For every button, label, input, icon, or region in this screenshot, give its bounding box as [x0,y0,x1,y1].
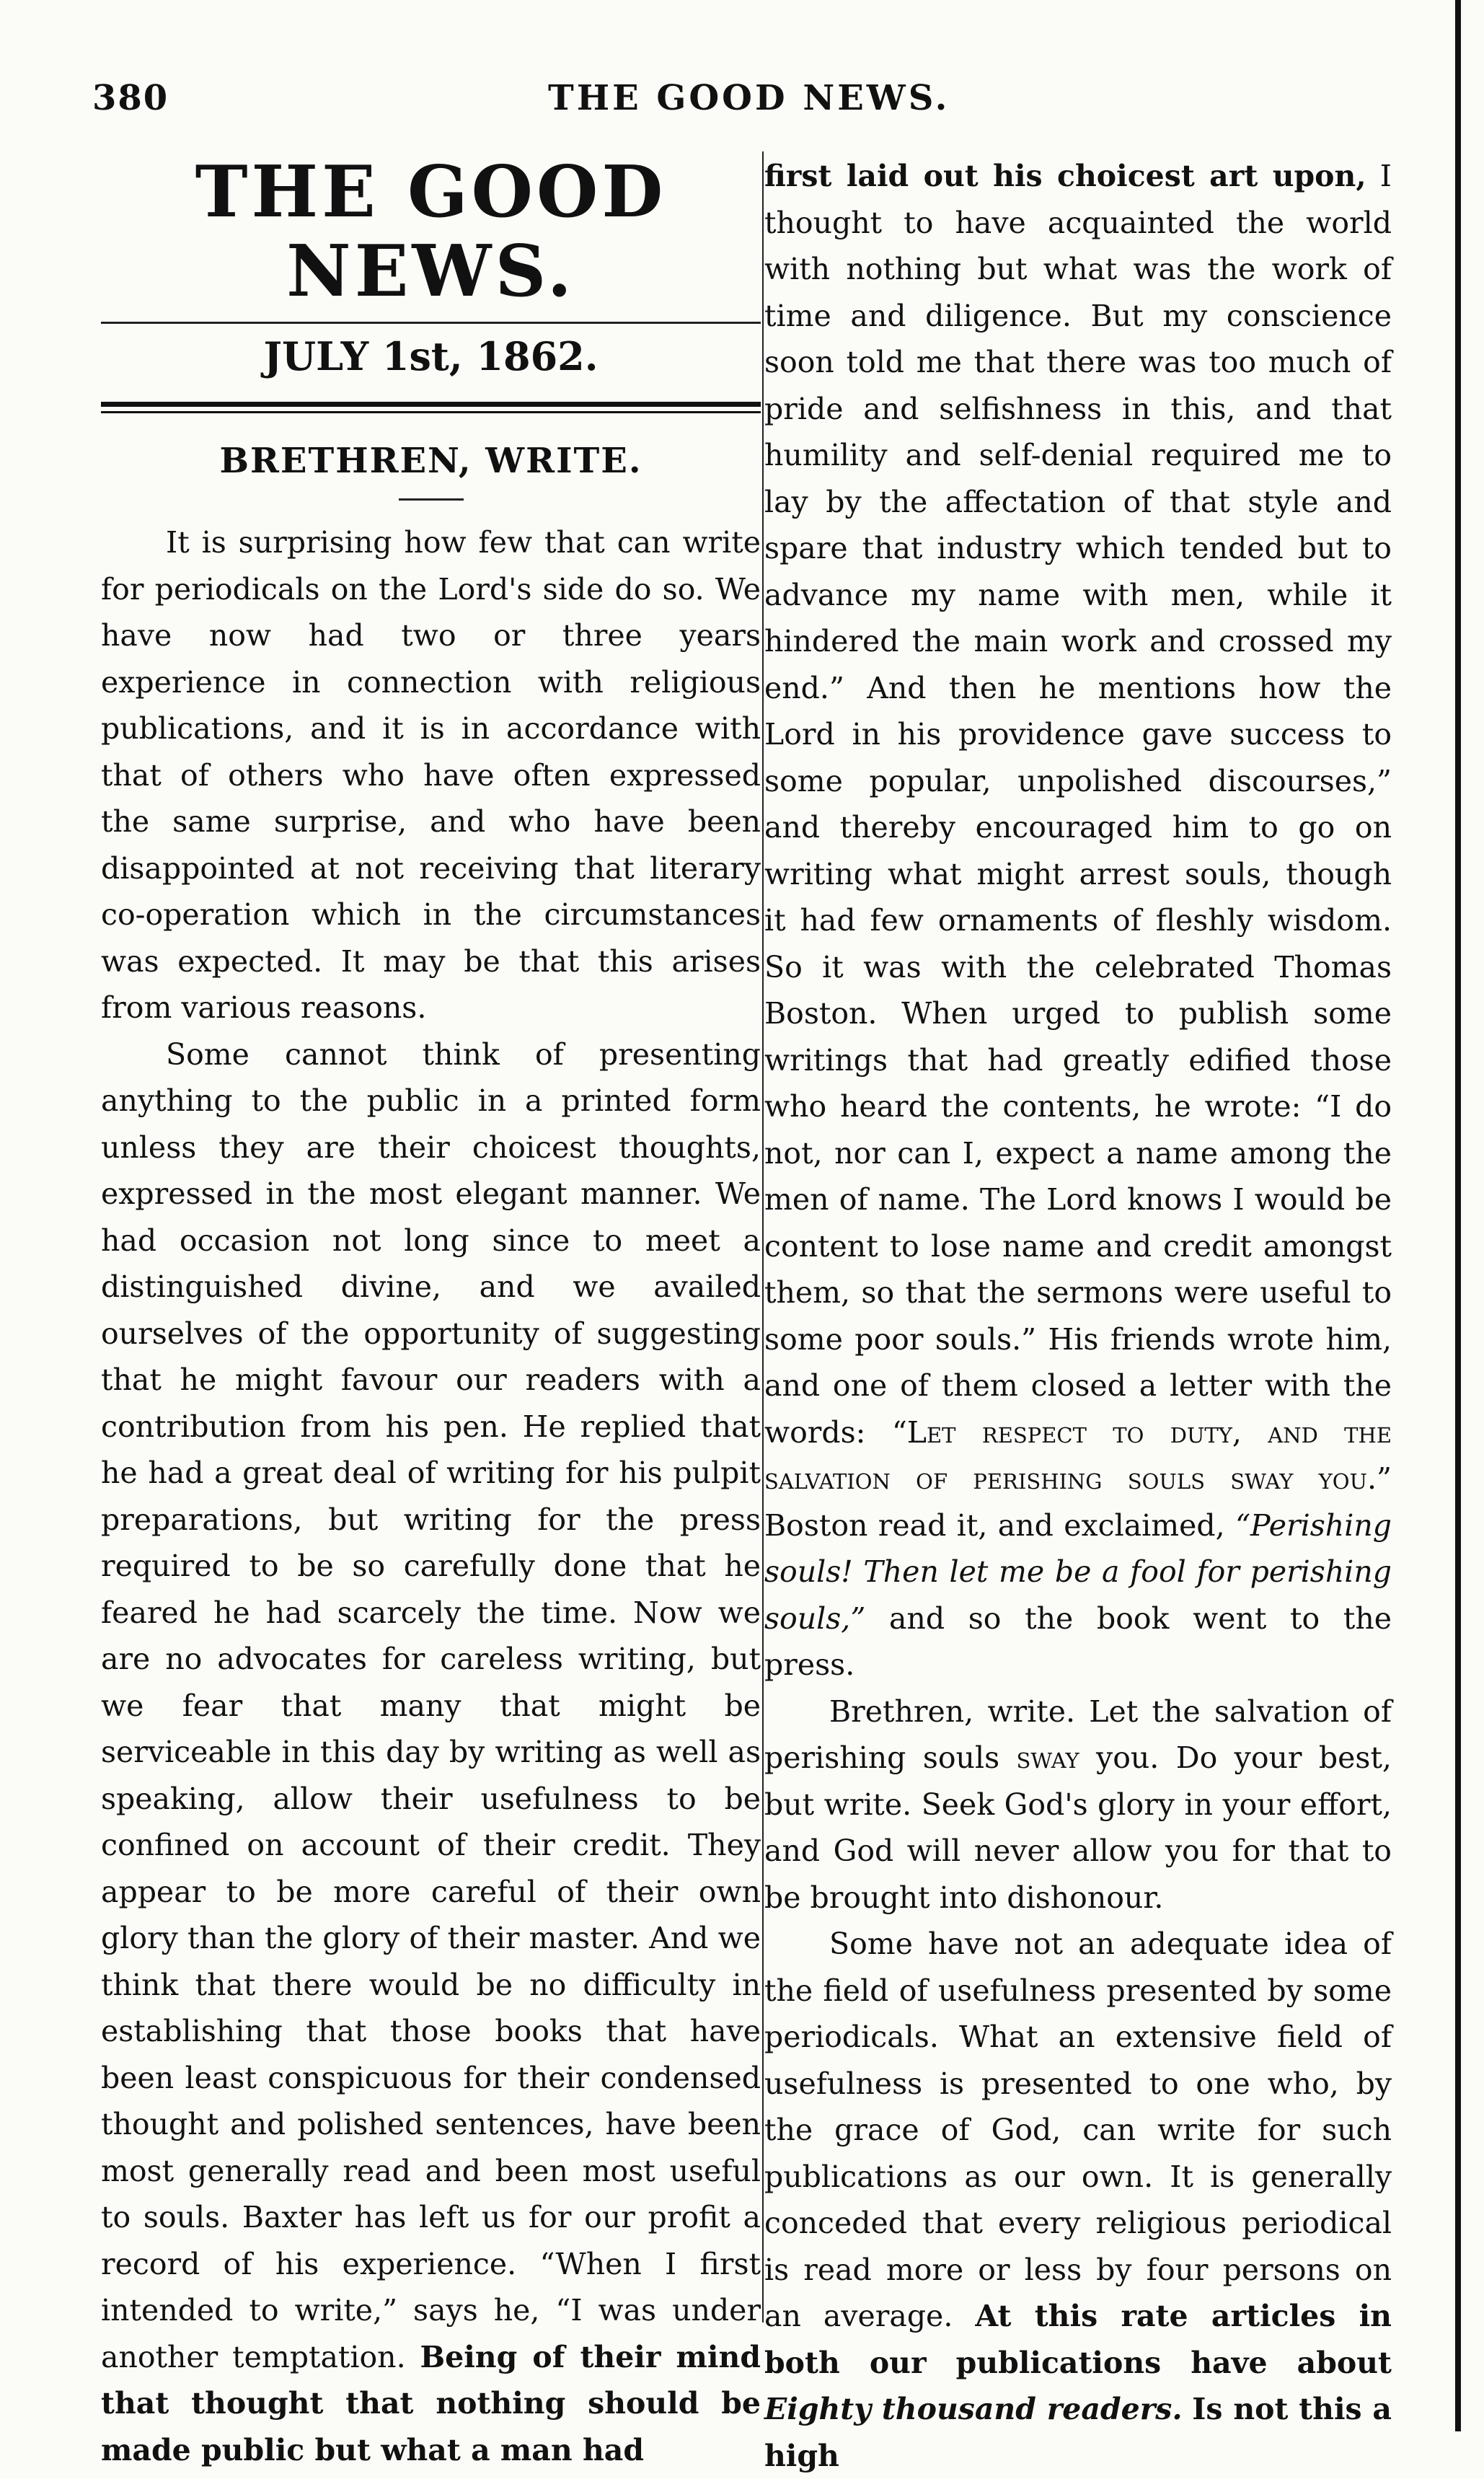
paragraph-3-cont: Boston read it, and exclaimed, [764,1507,1225,1543]
column-divider [762,151,764,2322]
paragraph-2 [101,1031,761,2474]
paragraph-5-text: Some have not an adequate idea of the field of usefulness presented by some periodicals. What an extensive field of usefulness is presented to one who, by the grace of God, can write for such publications as our own. It is generally conceded that every religious periodical is read more or less by four persons on an average. [764,1927,1392,2333]
paragraph-3-end: and so the book went to the press. [764,1600,1392,1682]
paragraph-3-italic: “Perishing souls! Then let me be a fool for perishing souls,” [764,1507,1392,1636]
right-column [764,153,1392,2479]
dateline: JULY 1st, 1862. [263,333,599,379]
left-column [101,153,761,2473]
paragraph-2-bold: Being of their mind that thought that nothing should be made public but what a man had [101,2339,761,2467]
paragraph-3 [764,153,1392,1688]
paragraph-2-text: Some cannot think of presenting anything to the public in a printed form unless they are their choicest thoughts, expressed in the most elegant manner. We had occasion not long since to meet a distinguished divine, and we availed ourselves of the opportunity of suggesting that he might favour our readers with a contribution from his pen. He replied that he had a great deal of writing for his pulpit preparations, but writing for the press required to be so carefully done that he feared he had scarcely the time. Now we are no advocates for careless writing, but we fear that many that might be serviceable in this day by writing as well as speaking, allow their usefulness to be confined on account of their credit. They appear to be more careful of their own glory than the glory of their master. And we think that there would be no difficulty in establishing that those books that have been least conspicuous for their condensed thought and polished sentences, have been most generally read and been most useful to souls. Baxter has left us for our profit a record of his experience. “When I first intended to write,” says he, “I was under another temptation. [101,1036,761,2374]
running-title: THE GOOD NEWS. [548,78,950,118]
heading-rule [399,498,464,501]
paragraph-5-bold: At this rate articles in both our publications have about [764,2299,1392,2380]
paragraph-3-smallcaps: “Let respect to duty, and the salvation of perishing souls sway you.” [764,1414,1392,1496]
paragraph-1: It is surprising how few that can write for periodicals on the Lord's side do so. We have now had two or three years experience in connection with religious publications, and it is in accordance with that of others who have often expressed the same surprise, and who have been disappointed at not receiving that literary co-operation which in the circumstances was expected. It may be that this arises from various reasons. [101,525,761,1025]
paragraph-4-b: you. Do your best, but write. Seek God's glory in your effort, and God will never allow you for that to be brought into dishonour. [764,1740,1392,1915]
page-edge-shadow [1455,0,1461,2431]
page-number: 380 [92,78,169,118]
double-rule [101,402,761,413]
masthead-rule [101,322,761,324]
paragraph-5-end: Is not this a high [764,2392,1392,2473]
article-heading: BRETHREN, WRITE. [219,441,642,481]
paragraph-4 [764,1688,1392,1921]
masthead-title: THE GOOD NEWS. [195,151,667,313]
paragraph-4-a: Brethren, write. Let the salvation of perishing souls [764,1694,1392,1775]
paragraph-4-smallcaps: sway [1016,1740,1079,1775]
paragraph-5 [764,1921,1392,2479]
paragraph-3-text: I thought to have acquainted the world with nothing but what was the work of time and diligence. But my conscience soon told me that there was too much of pride and selfishness in this, and that humility and self-denial required me to lay by the affectation of that style and spare that industry which tended but to advance my name with men, while it hindered the main work and crossed my end.” And then he mentions how the Lord in his providence gave success to some popular, unpolished discourses,” and thereby encouraged him to go on writing what might arrest souls, though it had few ornaments of fleshly wisdom. So it was with the celebrated Thomas Boston. When urged to publish some writings that had greatly edified those who heard the contents, he wrote: “I do not, nor can I, expect a name among the men of name. The Lord knows I would be content to lose name and credit amongst them, so that the sermons were useful to some poor souls.” His friends wrote him, and one of them closed a letter with the words: [764,159,1392,1450]
paragraph-5-italic: Eighty thousand readers. [764,2392,1183,2426]
paragraph-3-bold: first laid out his choicest art upon, [764,159,1366,193]
running-head [0,78,1484,128]
